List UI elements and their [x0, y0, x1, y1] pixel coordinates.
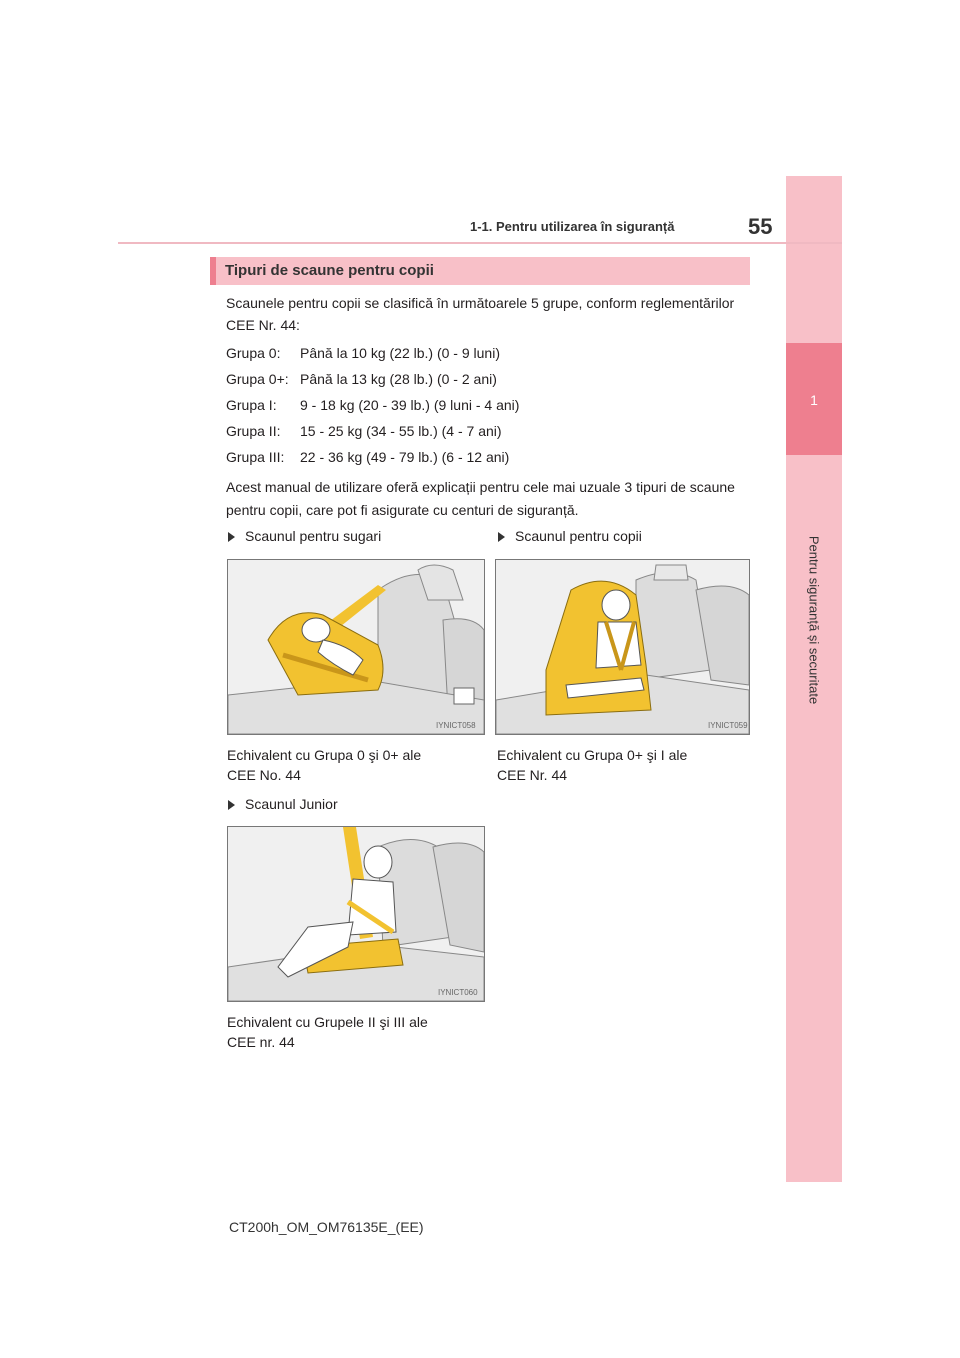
group-label: Grupa II:	[226, 423, 281, 439]
group-value: 9 - 18 kg (20 - 39 lb.) (9 luni - 4 ani)	[300, 397, 520, 413]
group-label: Grupa III:	[226, 449, 285, 465]
bullet-triangle-icon	[228, 800, 235, 810]
child-seat-illustration	[495, 559, 750, 735]
group-value: 22 - 36 kg (49 - 79 lb.) (6 - 12 ani)	[300, 449, 510, 465]
seat-caption: Echivalent cu Grupa 0 şi 0+ ale CEE No. 44	[227, 747, 422, 783]
intro-line-2: CEE Nr. 44:	[226, 317, 300, 333]
section-header	[210, 257, 750, 285]
intro-line-1: Scaunele pentru copii se clasifică în următoarele 5 grupe, conform reglementărilor	[226, 295, 735, 311]
bullet-triangle-icon	[498, 532, 505, 542]
document-code: CT200h_OM_OM76135E_(EE)	[229, 1219, 424, 1235]
note-line-1: Acest manual de utilizare oferă explicații pentru cele mai uzuale 3 tipuri de scaune	[226, 479, 735, 495]
page-number: 55	[748, 214, 773, 239]
group-label: Grupa I:	[226, 397, 277, 413]
seat-title-junior: Scaunul Junior	[228, 796, 338, 812]
header-title: 1-1. Pentru utilizarea în siguranță	[470, 219, 675, 234]
image-code: IYNICT058	[436, 721, 476, 730]
seat-caption: Echivalent cu Grupele II şi III ale CEE nr. 44	[227, 1014, 428, 1050]
infant-seat-illustration	[227, 559, 485, 735]
group-value: Până la 13 kg (28 lb.) (0 - 2 ani)	[300, 371, 497, 387]
image-code: IYNICT060	[438, 988, 478, 997]
group-value: 15 - 25 kg (34 - 55 lb.) (4 - 7 ani)	[300, 423, 502, 439]
section-accent	[210, 257, 216, 285]
seat-caption: Echivalent cu Grupa 0+ şi I ale CEE Nr. 44	[497, 747, 688, 783]
bullet-triangle-icon	[228, 532, 235, 542]
section-title: Tipuri de scaune pentru copii	[225, 262, 434, 279]
seat-title-infant: Scaunul pentru sugari	[228, 528, 381, 544]
junior-seat-illustration	[227, 826, 485, 1002]
seat-title-child: Scaunul pentru copii	[498, 528, 642, 544]
chapter-title: Pentru siguranță și securitate	[806, 535, 822, 705]
header-divider	[118, 242, 842, 244]
chapter-number: 1	[810, 392, 818, 408]
image-code: IYNICT059	[708, 721, 748, 730]
note-line-2: pentru copii, care pot fi asigurate cu centuri de siguranță.	[226, 502, 579, 518]
group-label: Grupa 0:	[226, 345, 281, 361]
group-label: Grupa 0+:	[226, 371, 289, 387]
group-value: Până la 10 kg (22 lb.) (0 - 9 luni)	[300, 345, 500, 361]
